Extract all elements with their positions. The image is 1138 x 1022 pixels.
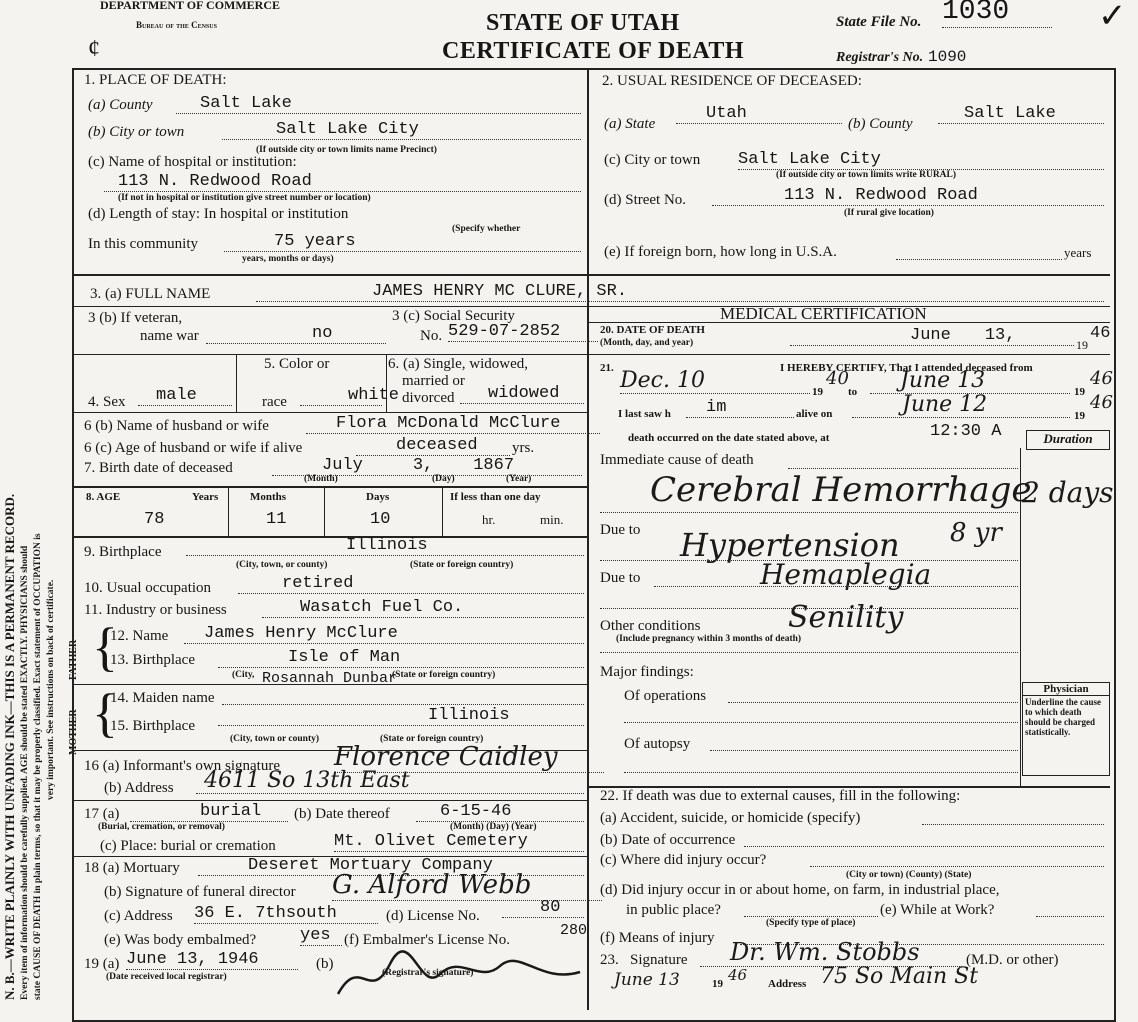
state-title: STATE OF UTAH	[486, 10, 680, 36]
received-label: 19 (a)	[84, 956, 120, 972]
disposal-place-label: (c) Place: burial or cremation	[100, 838, 276, 854]
certify-num: 21.	[600, 362, 614, 374]
operations-line-2	[624, 722, 1018, 723]
stay-label: (d) Length of stay: In hospital or institution	[88, 206, 349, 222]
duration-label: Duration	[1026, 430, 1110, 450]
dod-year: 46	[1090, 324, 1111, 343]
due2-label: Due to	[600, 570, 641, 586]
age-hr: hr.	[482, 512, 496, 527]
ssn-label-2: No.	[420, 328, 443, 344]
ext-d2-line	[744, 916, 878, 917]
margin-instructions-3: very important. See instructions on back of certificate.	[46, 579, 56, 800]
physician-box-title: Physician	[1023, 683, 1109, 696]
due2-line	[654, 586, 1018, 587]
birthplace-note-2: (State or foreign country)	[410, 560, 514, 570]
bureau-label: Bureau of the Census	[136, 20, 217, 30]
age-days: 10	[370, 510, 391, 529]
other-label: Other conditions	[600, 618, 701, 634]
center-divider	[587, 70, 589, 1010]
cause-line-2	[600, 512, 1018, 513]
embalmed-value: yes	[300, 926, 342, 946]
attend-from-year: 40	[826, 368, 849, 389]
spouse-age-label: 6 (c) Age of husband or wife if alive	[84, 440, 303, 456]
operations-label: Of operations	[624, 688, 707, 704]
external-label: 22. If death was due to external causes, fill in the following:	[600, 788, 961, 804]
alive-year: 46	[1090, 392, 1113, 413]
director-label: (b) Signature of funeral director	[104, 884, 296, 900]
funeral-address: 36 E. 7thsouth	[194, 904, 378, 924]
ext-d2-label: in public place?	[626, 902, 721, 918]
birth-note-day: (Day)	[432, 474, 455, 484]
res-street-label: (d) Street No.	[604, 192, 687, 208]
informant-address: 4611 So 13th East	[196, 768, 584, 794]
disposal-date-note: (Month) (Day) (Year)	[450, 822, 537, 832]
hospital-note: (If not in hospital or institution give street number or location)	[118, 193, 371, 203]
margin-instructions-1: Every item of information should be carefully supplied. AGE should be stated EXACTLY. PHYSICIANS should	[20, 545, 30, 1000]
age-min: min.	[540, 512, 564, 527]
director-signature: G. Alford Webb	[332, 870, 602, 901]
res-state: Utah	[676, 104, 842, 124]
age-div-2	[324, 486, 325, 536]
registrar-signature-scrawl	[330, 944, 590, 1008]
mother-maiden-label: 14. Maiden name	[110, 690, 215, 706]
father-birth-label: 13. Birthplace	[110, 652, 195, 668]
due1-label: Due to	[600, 522, 641, 538]
ext-a-label: (a) Accident, suicide, or homicide (specify)	[600, 810, 861, 826]
res-street-note: (If rural give location)	[844, 208, 934, 218]
sex-label: 4. Sex	[88, 394, 126, 410]
full-name-label: 3. (a) FULL NAME	[90, 286, 211, 302]
autopsy-line	[710, 750, 1018, 751]
license-label: (d) License No.	[386, 908, 480, 924]
mother-birth-label: 15. Birthplace	[110, 718, 195, 734]
father-name: James Henry McClure	[184, 624, 584, 644]
sig-label: Signature	[630, 952, 688, 968]
registrar-label: Registrar's No.	[836, 50, 924, 65]
certificate-title: CERTIFICATE OF DEATH	[442, 38, 745, 64]
res-county: Salt Lake	[938, 104, 1104, 124]
embalmer-number: 280	[560, 922, 588, 939]
father-birthplace: Isle of Man	[218, 648, 584, 668]
md-label: (M.D. or other)	[966, 952, 1059, 968]
age-days-label: Days	[366, 491, 390, 503]
veteran-label-2: name war	[140, 328, 199, 344]
divider-d	[74, 412, 588, 413]
res-city: Salt Lake City	[738, 150, 1104, 170]
state-file-label: State File No.	[836, 14, 922, 30]
physician-box	[1022, 682, 1110, 776]
residence-heading: 2. USUAL RESIDENCE OF DECEASED:	[602, 73, 862, 89]
divider-e	[74, 486, 588, 488]
father-name-label: 12. Name	[110, 628, 169, 644]
other-condition: Senility	[788, 600, 904, 635]
birthplace-label: 9. Birthplace	[84, 544, 162, 560]
to-label: to	[848, 386, 858, 398]
death-county: Salt Lake	[176, 94, 581, 114]
cause-line-5	[600, 652, 1018, 653]
divider-a	[74, 274, 1110, 276]
death-time: 12:30 A	[930, 422, 1002, 441]
spouse-age-value: deceased	[356, 436, 510, 456]
occurred-label: death occurred on the date stated above, at	[628, 432, 830, 444]
age-div-1	[228, 486, 229, 536]
due2-cause: Hemaplegia	[760, 558, 932, 591]
dod-label: 20. DATE OF DEATH	[600, 324, 705, 336]
registrar-number: 1090	[928, 48, 967, 66]
funeral-address-label: (c) Address	[104, 908, 173, 924]
major-label: Major findings:	[600, 664, 694, 680]
ext-b-label: (b) Date of occurrence	[600, 832, 736, 848]
ext-f-label: (f) Means of injury	[600, 930, 715, 946]
community-note: years, months or days)	[242, 254, 334, 264]
state-file-number: 1030	[942, 0, 1052, 28]
immediate-cause: Cerebral Hemorrhage	[650, 470, 1032, 510]
spouse-value: Flora McDonald McClure	[306, 414, 600, 434]
disposal-date: 6-15-46	[416, 802, 584, 822]
certify-text: I HEREBY CERTIFY, That I attended deceased from	[780, 362, 1033, 374]
alive-on: June 12	[852, 392, 1070, 418]
mother-birthplace: Illinois	[218, 706, 584, 726]
specify-note: (Specify whether	[452, 224, 521, 234]
birthplace-value: Illinois	[186, 536, 584, 556]
res-county-label: (b) County	[848, 116, 913, 132]
due1-cause: Hypertension	[680, 526, 900, 564]
city-label: (b) City or town	[88, 124, 185, 140]
father-brace-icon: {	[92, 617, 118, 677]
due1-duration: 8 yr	[950, 518, 1002, 548]
age-less-label: If less than one day	[450, 491, 541, 503]
hospital-label: (c) Name of hospital or institution:	[88, 154, 297, 170]
disposal-date-label: (b) Date thereof	[294, 806, 390, 822]
res-state-label: (a) State	[604, 116, 656, 132]
last-saw-value: im	[686, 398, 794, 418]
registrar-sig-label: (b)	[316, 956, 334, 972]
medical-heading: MEDICAL CERTIFICATION	[720, 304, 927, 323]
sig-address: 75 So Main St	[820, 964, 979, 989]
res-city-note: (If outside city or town limits write RURAL)	[776, 170, 957, 180]
informant-address-label: (b) Address	[104, 780, 174, 796]
immediate-line	[788, 468, 1018, 469]
alive-label: alive on	[796, 408, 833, 420]
attend-from-year-prefix: 19	[812, 386, 823, 398]
dod-note: (Month, day, and year)	[600, 338, 694, 348]
sex-divider	[236, 354, 237, 412]
spouse-age-unit: yrs.	[512, 440, 535, 456]
mother-birth-note-2: (State or foreign country)	[380, 734, 484, 744]
received-date: June 13, 1946	[126, 950, 298, 970]
dod-year-prefix: 19	[1076, 338, 1088, 352]
age-years: 78	[144, 510, 165, 529]
color-value: white	[300, 386, 382, 406]
ext-a-line	[922, 824, 1104, 825]
marital-label-1: 6. (a) Single, widowed,	[388, 356, 528, 372]
received-note: (Date received local registrar)	[106, 972, 227, 982]
ext-c-line	[810, 866, 1104, 867]
divider-b	[74, 306, 1110, 307]
ext-b-line	[744, 846, 1104, 847]
margin-warning: N. B.—WRITE PLAINLY WITH UNFADING INK—THIS IS A PERMANENT RECORD.	[2, 493, 17, 1000]
registrar-sig-note: (Registrar's signature)	[382, 968, 474, 978]
attend-from: Dec. 10	[620, 368, 810, 394]
father-birth-note-2: (State or foreign country)	[392, 670, 496, 680]
marital-value: widowed	[460, 384, 584, 404]
full-name: JAMES HENRY MC CLURE, SR.	[256, 282, 1104, 302]
mother-birth-note-1: (City, town or county)	[230, 734, 320, 744]
age-div-3	[442, 486, 443, 536]
sig-year-prefix: 19	[712, 978, 723, 990]
physician-box-text: Underline the cause to which death should be charged statistically.	[1025, 697, 1101, 737]
other-note: (Include pregnancy within 3 months of death)	[616, 634, 802, 644]
sig-address-label: Address	[768, 978, 807, 990]
sig-date: June 13	[614, 970, 680, 990]
med-divider-a	[588, 322, 1110, 323]
community-label: In this community	[88, 236, 198, 252]
ext-c-note: (City or town) (County) (State)	[846, 870, 972, 880]
birth-label: 7. Birth date of deceased	[84, 460, 233, 476]
city-note: (If outside city or town limits name Precinct)	[256, 145, 437, 155]
alive-year-prefix: 19	[1074, 410, 1085, 422]
marital-label-2: married or	[402, 373, 465, 389]
occupation-label: 10. Usual occupation	[84, 580, 212, 596]
birth-date: July 3, 1867	[272, 456, 582, 476]
autopsy-line-2	[624, 772, 1018, 773]
mother-brace-icon: {	[92, 683, 118, 743]
disposal-place: Mt. Olivet Cemetery	[334, 832, 584, 852]
disposal-note: (Burial, cremation, or removal)	[98, 822, 225, 832]
immediate-duration: 2 days	[1022, 476, 1114, 509]
corner-mark: ¢	[88, 36, 100, 62]
community-length: 75 years	[224, 232, 581, 252]
ext-d-label: (d) Did injury occur in or about home, on farm, in industrial place,	[600, 882, 1000, 898]
marital-label-3: divorced	[402, 390, 455, 406]
disposal-label: 17 (a)	[84, 806, 120, 822]
industry-label: 11. Industry or business	[84, 602, 227, 618]
attend-to: June 13	[870, 368, 1070, 394]
age-months-label: Months	[250, 491, 287, 503]
place-of-death-heading: 1. PLACE OF DEATH:	[84, 72, 227, 88]
disposal-value: burial	[130, 802, 288, 822]
ext-e-line	[1036, 916, 1104, 917]
sig-num: 23.	[600, 952, 619, 968]
attend-to-year-prefix: 19	[1074, 386, 1085, 398]
ext-c-label: (c) Where did injury occur?	[600, 852, 767, 868]
embalmed-label: (e) Was body embalmed?	[104, 932, 257, 948]
informant-label: 16 (a) Informant's own signature	[84, 758, 280, 774]
divider-i	[74, 800, 588, 801]
age-years-label: Years	[192, 491, 219, 503]
birthplace-note-1: (City, town, or county)	[236, 560, 328, 570]
foreign-years	[896, 244, 1062, 260]
birth-note-year: (Year)	[506, 474, 532, 484]
father-birth-note-1: (City,	[232, 670, 255, 680]
divider-c	[74, 354, 588, 355]
age-label: 8. AGE	[86, 491, 121, 503]
veteran-value: no	[206, 324, 386, 344]
occupation-value: retired	[238, 574, 584, 594]
ssn-value: 529-07-2852	[448, 322, 598, 342]
father-side-label: FATHER	[68, 639, 79, 680]
last-saw-label: I last saw h	[618, 408, 671, 420]
color-label-2: race	[262, 394, 287, 410]
mother-side-label: MOTHER	[68, 709, 79, 755]
ext-e-label: (e) While at Work?	[880, 902, 995, 918]
checkmark-icon: ✓	[1098, 0, 1127, 35]
mother-maiden-line	[222, 704, 584, 705]
mother-maiden-name: Rosannah Dunbar	[262, 670, 398, 687]
physician-signature: Dr. Wm. Stobbs	[700, 938, 962, 967]
county-label: (a) County	[88, 97, 153, 113]
immediate-label: Immediate cause of death	[600, 452, 754, 468]
med-divider-b	[588, 354, 1110, 355]
operations-line	[728, 702, 1018, 703]
foreign-unit: years	[1064, 245, 1092, 260]
veteran-label-1: 3 (b) If veteran,	[88, 310, 183, 326]
spouse-label: 6 (b) Name of husband or wife	[84, 418, 269, 434]
sig-year: 46	[728, 966, 748, 984]
res-street: 113 N. Redwood Road	[712, 186, 1104, 206]
birth-note-month: (Month)	[304, 474, 338, 484]
color-label-1: 5. Color or	[264, 356, 330, 372]
attend-to-year: 46	[1090, 368, 1113, 389]
foreign-label: (e) If foreign born, how long in U.S.A.	[604, 244, 837, 260]
hospital-name: 113 N. Redwood Road	[104, 172, 581, 192]
mortuary-label: 18 (a) Mortuary	[84, 860, 180, 876]
dod-value: June 13,	[790, 326, 1074, 346]
sex-value: male	[138, 386, 232, 406]
embalmer-label: (f) Embalmer's License No.	[344, 932, 510, 948]
res-city-label: (c) City or town	[604, 152, 701, 168]
autopsy-label: Of autopsy	[624, 736, 691, 752]
margin-instructions-2: state CAUSE OF DEATH in plain terms, so that it may be properly classified. Exact statement of OCCUPATION is	[33, 533, 43, 1000]
ext-d2-note: (Specify type of place)	[766, 918, 856, 928]
mortuary-value: Deseret Mortuary Company	[198, 856, 584, 876]
death-city: Salt Lake City	[222, 120, 581, 140]
age-months: 11	[266, 510, 287, 529]
industry-value: Wasatch Fuel Co.	[262, 598, 584, 618]
ssn-label-1: 3 (c) Social Security	[392, 308, 515, 324]
license-value: 80	[502, 898, 584, 918]
informant-signature: Florence Caidley	[334, 742, 604, 773]
dept-label: DEPARTMENT OF COMMERCE	[100, 0, 281, 12]
